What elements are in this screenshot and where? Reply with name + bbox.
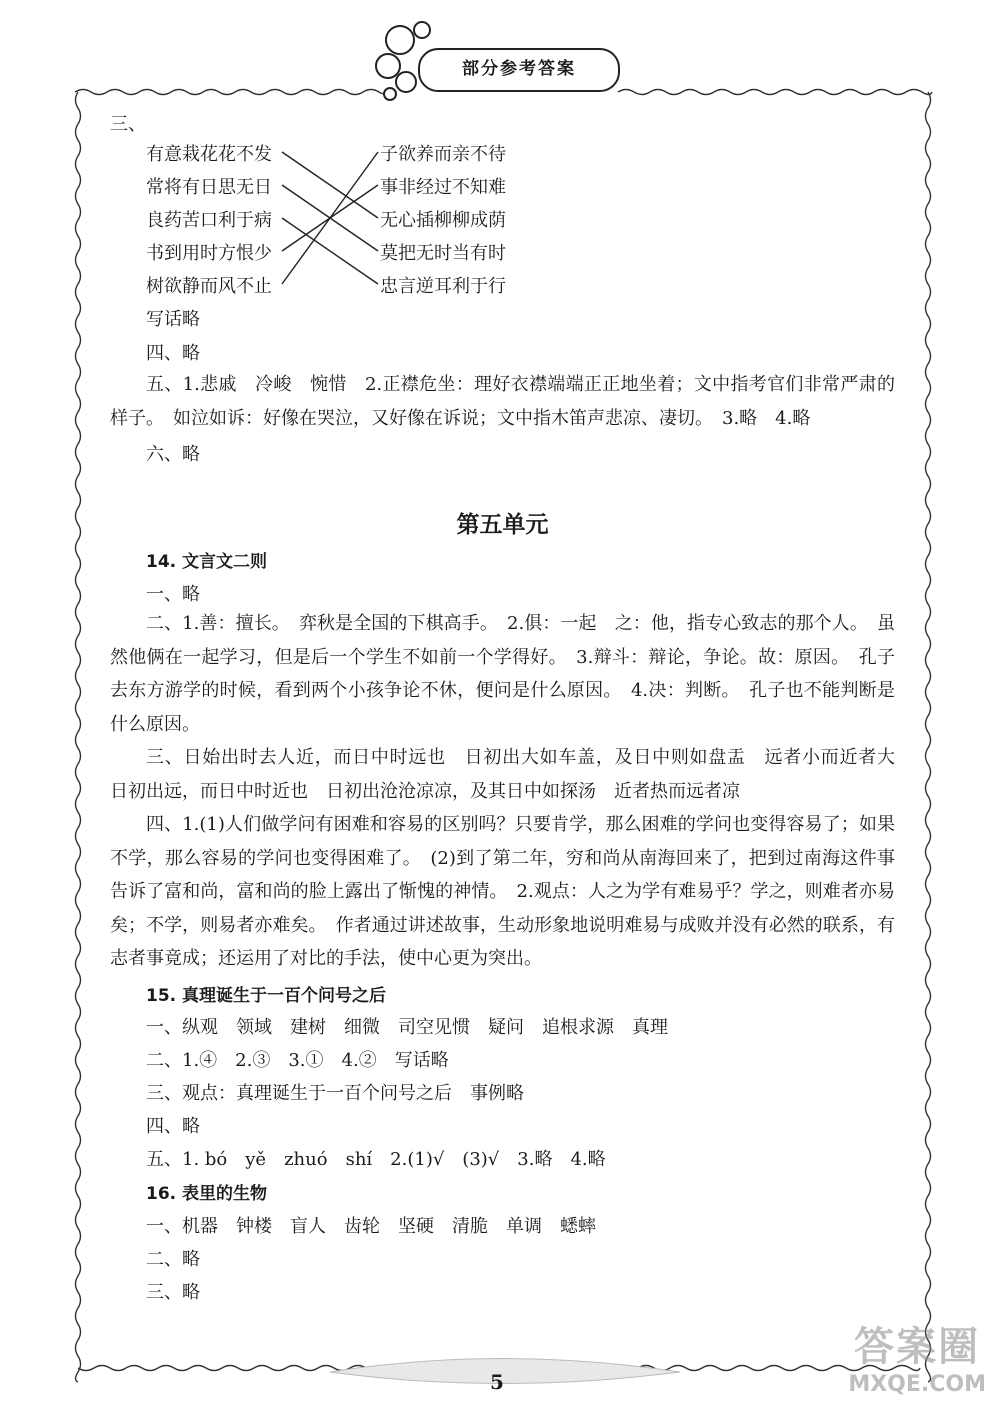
lesson-16-q1: 一、机器 钟楼 盲人 齿轮 坚硬 清脆 单调 蟋蟀: [146, 1216, 596, 1237]
section-5: 五、1.悲戚 冷峻 惋惜 2.正襟危坐：理好衣襟端端正正地坐着；文中指考官们非常严肃的样子。 如泣如诉：好像在哭泣，又好像在诉说；文中指木笛声悲凉、凄切。 3.略 4.略: [110, 374, 895, 429]
section-3-label: 三、: [110, 114, 146, 135]
match-left-item: 树欲静而风不止: [146, 276, 272, 297]
match-left-item: 良药苦口利于病: [146, 210, 272, 231]
match-right-item: 事非经过不知难: [380, 177, 506, 198]
section-4: 四、略: [146, 343, 200, 364]
lesson-14-q1: 一、略: [146, 584, 200, 605]
header-banner: 部分参考答案: [418, 48, 620, 92]
lesson-15-q1: 一、纵观 领域 建树 细微 司空见惯 疑问 追根求源 真理: [146, 1017, 668, 1038]
top-border-right: [618, 90, 932, 95]
match-right-item: 忠言逆耳利于行: [380, 276, 506, 297]
lesson-16-title: 16. 表里的生物: [146, 1184, 268, 1204]
watermark-url: MXQE.COM: [848, 1372, 986, 1397]
lesson-15-q3: 三、观点：真理诞生于一百个问号之后 事例略: [146, 1083, 524, 1104]
match-line: [282, 152, 378, 284]
lesson-14-q4: 四、1.(1)人们做学问有困难和容易的区别吗？只要肯学，那么困难的学问也变得容易了；如果不学，那么容易的学问也变得困难了。 (2)到了第二年，穷和尚从南海回来了，把到过南海这件事告诉了富和尚，富和尚的脸上露出了惭愧的神情。 2.观点：人之为学有难易乎？学之，则难者亦易矣；不学，则易者亦难矣。 作者通过讲述故事，生动形象地说明难易与成败并没有必然的联系，有志者事竟成；还运用了对比的手法，使中心更为突出。: [110, 814, 895, 969]
lesson-15-q5: 五、1. bó yě zhuó shí 2.(1)√ (3)√ 3.略 4.略: [146, 1149, 606, 1170]
top-border-left: [75, 90, 395, 95]
lesson-15-title: 15. 真理诞生于一百个问号之后: [146, 986, 387, 1006]
lesson-15-q4: 四、略: [146, 1116, 200, 1137]
lesson-14-q3: 三、日始出时去人近，而日中时远也 日初出大如车盖，及日中则如盘盂 远者小而近者大 日初出远，而日中时近也 日初出沧沧凉凉，及其日中如探汤 近者热而远者凉: [110, 747, 913, 802]
lesson-15-q2: 二、1.④ 2.③ 3.① 4.② 写话略: [146, 1050, 449, 1071]
left-border: [76, 92, 81, 1382]
section-3-note: 写话略: [146, 309, 200, 330]
matching-lines: [110, 102, 410, 302]
page-number: 5: [490, 1370, 504, 1394]
match-right-item: 莫把无时当有时: [380, 243, 506, 264]
section-6: 六、略: [146, 444, 200, 465]
match-left-item: 有意栽花花不发: [146, 144, 272, 165]
match-right-item: 无心插柳柳成荫: [380, 210, 506, 231]
match-right-item: 子欲养而亲不待: [380, 144, 506, 165]
footer-ornament: [330, 1359, 680, 1384]
lesson-16-q3: 三、略: [146, 1282, 200, 1303]
match-left-item: 书到用时方恨少: [146, 243, 272, 264]
watermark: [848, 1315, 986, 1397]
match-line: [282, 218, 378, 284]
lesson-14-q2: 二、1.善：擅长。 弈秋是全国的下棋高手。 2.俱：一起 之：他，指专心致志的那个人。 虽然他俩在一起学习，但是后一个学生不如前一个学得好。 3.辩斗：辩论，争论。故：原因。 孔子去东方游学的时候，看到两个小孩争论不休，便问是什么原因。 4.决：判断。 孔子也不能判断是什么原因。: [110, 613, 895, 735]
match-left-item: 常将有日思无日: [146, 177, 272, 198]
right-border: [926, 92, 931, 1382]
lesson-14-title: 14. 文言文二则: [146, 552, 268, 572]
unit-title: 第五单元: [456, 512, 549, 538]
watermark-logo: 答案圈: [854, 1324, 981, 1370]
lesson-16-q2: 二、略: [146, 1249, 200, 1270]
match-line: [282, 152, 378, 218]
